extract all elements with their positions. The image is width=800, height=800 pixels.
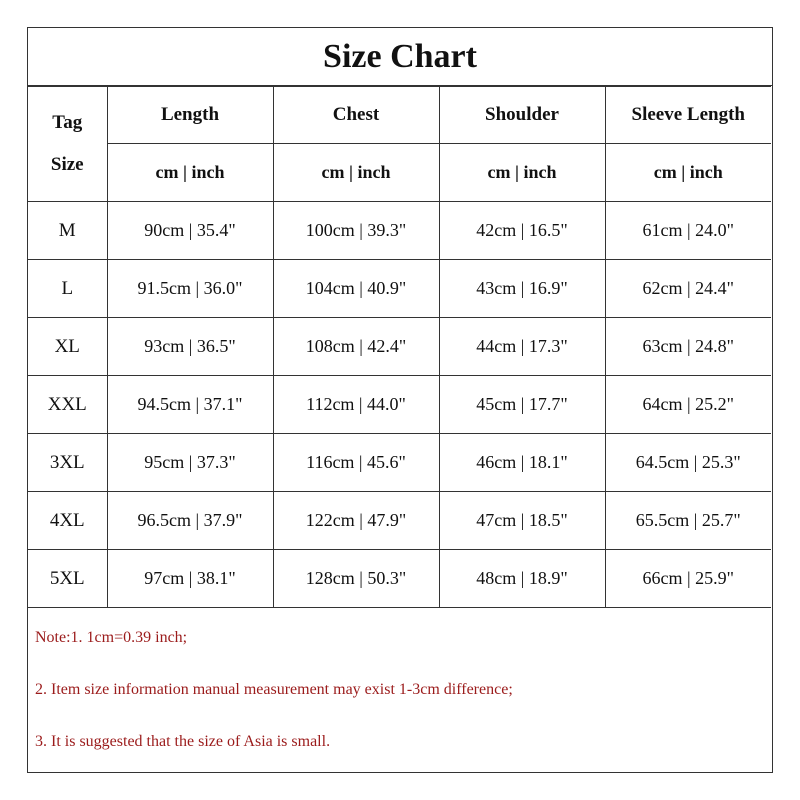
- header-row-units: [28, 144, 771, 202]
- note-3: 3. It is suggested that the size of Asia is small.: [35, 733, 331, 750]
- measurement-cell: 96.5cm | 37.9": [107, 492, 273, 550]
- measurement-cell: 65.5cm | 25.7": [605, 492, 771, 550]
- size-cell: L: [28, 260, 107, 318]
- tag-size-header: [28, 87, 107, 202]
- measurement-cell: 62cm | 24.4": [605, 260, 771, 318]
- measurement-cell: 47cm | 18.5": [439, 492, 605, 550]
- column-header-length: Length: [107, 87, 273, 144]
- size-cell: XXL: [28, 376, 107, 434]
- note-2: 2. Item size information manual measurement may exist 1-3cm difference;: [35, 681, 513, 698]
- chart-title: Size Chart: [28, 28, 772, 86]
- measurement-cell: 44cm | 17.3": [439, 318, 605, 376]
- unit-header: cm | inch: [439, 144, 605, 202]
- size-cell: 4XL: [28, 492, 107, 550]
- table-row: [28, 202, 771, 260]
- measurement-cell: 63cm | 24.8": [605, 318, 771, 376]
- size-cell: 3XL: [28, 434, 107, 492]
- size-cell: M: [28, 202, 107, 260]
- measurement-cell: 45cm | 17.7": [439, 376, 605, 434]
- measurement-cell: 95cm | 37.3": [107, 434, 273, 492]
- measurement-cell: 42cm | 16.5": [439, 202, 605, 260]
- measurement-cell: 90cm | 35.4": [107, 202, 273, 260]
- measurement-cell: 116cm | 45.6": [273, 434, 439, 492]
- measurement-cell: 122cm | 47.9": [273, 492, 439, 550]
- measurement-cell: 48cm | 18.9": [439, 550, 605, 608]
- measurement-cell: 61cm | 24.0": [605, 202, 771, 260]
- tag-label: Tag: [52, 112, 83, 133]
- size-cell: 5XL: [28, 550, 107, 608]
- measurement-cell: 100cm | 39.3": [273, 202, 439, 260]
- measurement-cell: 66cm | 25.9": [605, 550, 771, 608]
- measurement-cell: 94.5cm | 37.1": [107, 376, 273, 434]
- column-header-chest: Chest: [273, 87, 439, 144]
- unit-header: cm | inch: [107, 144, 273, 202]
- column-header-sleeve-length: Sleeve Length: [605, 87, 771, 144]
- size-label: Size: [50, 154, 84, 175]
- size-cell: XL: [28, 318, 107, 376]
- table-row: [28, 260, 771, 318]
- measurement-cell: 43cm | 16.9": [439, 260, 605, 318]
- measurement-cell: 91.5cm | 36.0": [107, 260, 273, 318]
- size-chart-frame: [27, 27, 773, 773]
- measurement-cell: 97cm | 38.1": [107, 550, 273, 608]
- header-row-labels: [28, 87, 771, 144]
- measurement-cell: 104cm | 40.9": [273, 260, 439, 318]
- note-1: Note:1. 1cm=0.39 inch;: [35, 629, 188, 646]
- unit-header: cm | inch: [605, 144, 771, 202]
- size-table: [28, 86, 771, 608]
- measurement-cell: 46cm | 18.1": [439, 434, 605, 492]
- table-row: [28, 550, 771, 608]
- measurement-cell: 64cm | 25.2": [605, 376, 771, 434]
- table-row: [28, 434, 771, 492]
- measurement-cell: 128cm | 50.3": [273, 550, 439, 608]
- measurement-cell: 64.5cm | 25.3": [605, 434, 771, 492]
- measurement-cell: 112cm | 44.0": [273, 376, 439, 434]
- column-header-shoulder: Shoulder: [439, 87, 605, 144]
- measurement-cell: 93cm | 36.5": [107, 318, 273, 376]
- measurement-cell: 108cm | 42.4": [273, 318, 439, 376]
- table-row: [28, 492, 771, 550]
- table-row: [28, 376, 771, 434]
- table-row: [28, 318, 771, 376]
- unit-header: cm | inch: [273, 144, 439, 202]
